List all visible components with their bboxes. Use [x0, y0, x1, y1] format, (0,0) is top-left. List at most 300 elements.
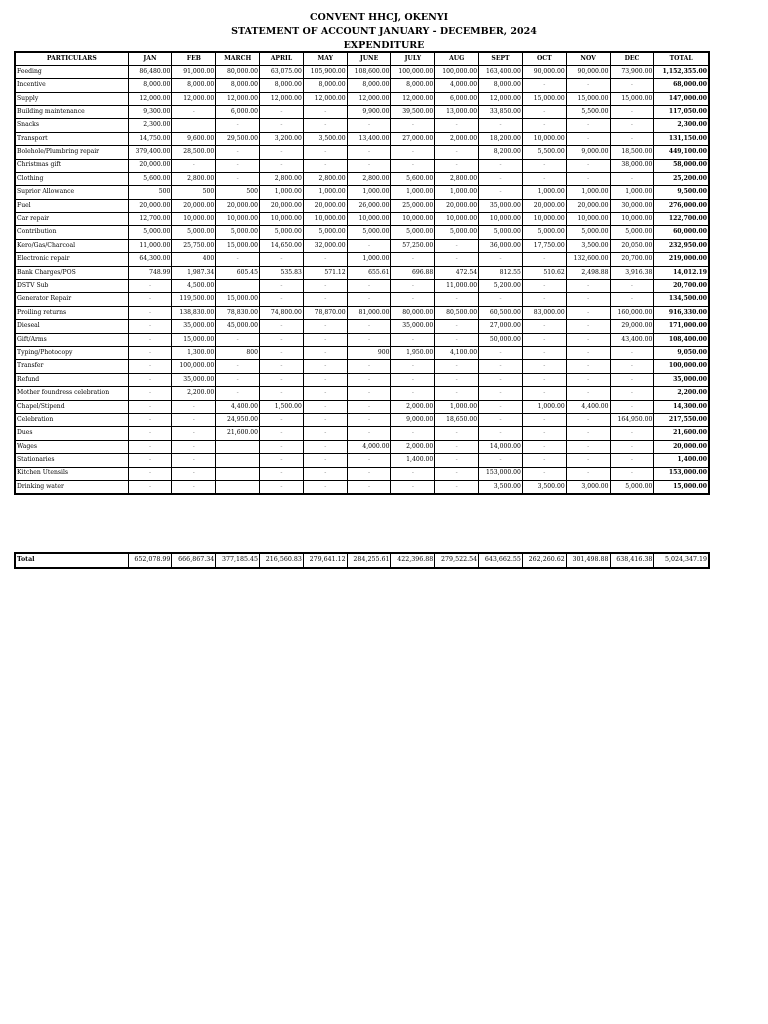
amount-cell: 6,000.00	[216, 105, 260, 118]
row-total-cell: 15,000.00	[654, 480, 709, 494]
amount-cell: -	[347, 239, 391, 252]
amount-cell: 2,800.00	[347, 172, 391, 185]
amount-cell: -	[522, 253, 566, 266]
amount-cell: -	[128, 373, 172, 386]
amount-cell: -	[610, 119, 654, 132]
amount-cell: -	[610, 373, 654, 386]
amount-cell: 2,300.00	[128, 119, 172, 132]
row-total-cell: 60,000.00	[654, 226, 709, 239]
amount-cell: -	[610, 400, 654, 413]
amount-cell: 12,000.00	[479, 92, 523, 105]
amount-cell: -	[347, 146, 391, 159]
row-total-cell: 2,200.00	[654, 387, 709, 400]
row-total-cell: 217,550.00	[654, 413, 709, 426]
row-total-cell: 122,700.00	[654, 213, 709, 226]
amount-cell: 5,000.00	[610, 480, 654, 494]
amount-cell: -	[566, 373, 610, 386]
amount-cell: -	[566, 159, 610, 172]
amount-cell: 81,000.00	[347, 306, 391, 319]
amount-cell: -	[435, 293, 479, 306]
amount-cell: -	[566, 306, 610, 319]
amount-cell: 748.99	[128, 266, 172, 279]
amount-cell: -	[435, 480, 479, 494]
table-row	[15, 360, 709, 373]
row-label: Christmas gift	[15, 159, 128, 172]
amount-cell: -	[479, 172, 523, 185]
amount-cell	[216, 454, 260, 467]
amount-cell: 20,000.00	[128, 159, 172, 172]
amount-cell: -	[260, 253, 304, 266]
amount-cell: 91,000.00	[172, 65, 216, 78]
amount-cell	[216, 280, 260, 293]
amount-cell: -	[303, 280, 347, 293]
month-total-cell: 301,498.88	[566, 553, 610, 568]
row-total-cell: 276,000.00	[654, 199, 709, 212]
amount-cell: -	[522, 320, 566, 333]
amount-cell: 9,900.00	[347, 105, 391, 118]
row-total-cell: 58,000.00	[654, 159, 709, 172]
amount-cell: 2,800.00	[172, 172, 216, 185]
amount-cell: 105,900.00	[303, 65, 347, 78]
amount-cell: -	[522, 440, 566, 453]
amount-cell: 11,000.00	[128, 239, 172, 252]
amount-cell: 9,000.00	[566, 146, 610, 159]
month-total-cell: 262,260.62	[522, 553, 566, 568]
table-row	[15, 280, 709, 293]
row-label: Building maintenance	[15, 105, 128, 118]
amount-cell: 5,000.00	[479, 226, 523, 239]
amount-cell: -	[566, 454, 610, 467]
row-label: Bank Charges/POS	[15, 266, 128, 279]
amount-cell: -	[347, 280, 391, 293]
amount-cell: 43,400.00	[610, 333, 654, 346]
row-total-cell: 449,100.00	[654, 146, 709, 159]
amount-cell: -	[347, 454, 391, 467]
amount-cell: -	[347, 387, 391, 400]
table-row	[15, 186, 709, 199]
amount-cell: -	[391, 480, 435, 494]
amount-cell: 28,500.00	[172, 146, 216, 159]
amount-cell: 10,000.00	[216, 213, 260, 226]
amount-cell: 500	[128, 186, 172, 199]
amount-cell: -	[260, 387, 304, 400]
amount-cell: -	[172, 400, 216, 413]
amount-cell: -	[172, 427, 216, 440]
amount-cell: -	[128, 454, 172, 467]
amount-cell: 20,000.00	[566, 199, 610, 212]
amount-cell: 472.54	[435, 266, 479, 279]
amount-cell: -	[216, 333, 260, 346]
table-row	[15, 226, 709, 239]
amount-cell: 5,500.00	[522, 146, 566, 159]
amount-cell: -	[128, 387, 172, 400]
amount-cell: 605.45	[216, 266, 260, 279]
month-total-cell: 279,641.12	[303, 553, 347, 568]
row-total-cell: 134,500.00	[654, 293, 709, 306]
row-label: Dieseal	[15, 320, 128, 333]
row-total-cell: 232,950.00	[654, 239, 709, 252]
amount-cell: -	[566, 360, 610, 373]
table-row	[15, 119, 709, 132]
amount-cell: 80,500.00	[435, 306, 479, 319]
amount-cell: -	[128, 413, 172, 426]
amount-cell: -	[566, 79, 610, 92]
column-header: DEC	[610, 52, 654, 65]
amount-cell: 535.83	[260, 266, 304, 279]
amount-cell: 5,600.00	[128, 172, 172, 185]
amount-cell: 8,000.00	[128, 79, 172, 92]
amount-cell: 100,000.00	[172, 360, 216, 373]
amount-cell: -	[172, 467, 216, 480]
amount-cell: -	[347, 119, 391, 132]
table-row	[15, 266, 709, 279]
amount-cell: -	[303, 480, 347, 494]
table-row	[15, 65, 709, 78]
amount-cell: -	[216, 159, 260, 172]
amount-cell: -	[303, 387, 347, 400]
amount-cell: -	[522, 373, 566, 386]
amount-cell: -	[347, 400, 391, 413]
amount-cell: 5,000.00	[435, 226, 479, 239]
amount-cell: -	[479, 454, 523, 467]
amount-cell: -	[479, 427, 523, 440]
amount-cell: 2,000.00	[391, 440, 435, 453]
organization-name: CONVENT HHCJ, OKENYI	[309, 12, 449, 23]
amount-cell: -	[479, 413, 523, 426]
amount-cell: 90,000.00	[566, 65, 610, 78]
amount-cell: -	[260, 373, 304, 386]
amount-cell: -	[303, 105, 347, 118]
amount-cell: -	[435, 360, 479, 373]
amount-cell: -	[128, 347, 172, 360]
amount-cell: -	[610, 132, 654, 145]
table-row	[15, 213, 709, 226]
amount-cell: 78,870.00	[303, 306, 347, 319]
amount-cell: 2,800.00	[435, 172, 479, 185]
amount-cell: 6,000.00	[435, 92, 479, 105]
amount-cell: 36,000.00	[479, 239, 523, 252]
amount-cell: -	[391, 427, 435, 440]
row-total-cell: 108,400.00	[654, 333, 709, 346]
amount-cell: 119,500.00	[172, 293, 216, 306]
column-header-row	[15, 52, 709, 65]
amount-cell: -	[566, 119, 610, 132]
amount-cell: 4,400.00	[566, 400, 610, 413]
row-label: Bolehole/Plumbring repair	[15, 146, 128, 159]
amount-cell: -	[347, 413, 391, 426]
row-total-cell: 153,000.00	[654, 467, 709, 480]
amount-cell: -	[260, 159, 304, 172]
amount-cell: 8,000.00	[216, 79, 260, 92]
column-header: AUG	[435, 52, 479, 65]
amount-cell: 1,000.00	[391, 186, 435, 199]
amount-cell: -	[347, 480, 391, 494]
amount-cell: 20,000.00	[435, 199, 479, 212]
amount-cell: 10,000.00	[260, 213, 304, 226]
table-row	[15, 239, 709, 252]
amount-cell: -	[522, 454, 566, 467]
amount-cell: 29,500.00	[216, 132, 260, 145]
amount-cell: 8,000.00	[479, 79, 523, 92]
row-label: Generator Repair	[15, 293, 128, 306]
amount-cell: -	[566, 132, 610, 145]
amount-cell: -	[260, 105, 304, 118]
amount-cell: -	[260, 347, 304, 360]
table-row	[15, 92, 709, 105]
amount-cell: -	[260, 333, 304, 346]
amount-cell: -	[566, 320, 610, 333]
month-total-cell: 216,560.83	[260, 553, 304, 568]
row-total-cell: 14,300.00	[654, 400, 709, 413]
amount-cell: 1,000.00	[435, 400, 479, 413]
amount-cell: -	[303, 360, 347, 373]
month-total-cell: 666,867.34	[172, 553, 216, 568]
row-total-cell: 25,200.00	[654, 172, 709, 185]
row-total-cell: 100,000.00	[654, 360, 709, 373]
amount-cell: 13,400.00	[347, 132, 391, 145]
amount-cell: -	[260, 280, 304, 293]
amount-cell: 83,000.00	[522, 306, 566, 319]
amount-cell: -	[260, 320, 304, 333]
amount-cell: 80,000.00	[216, 65, 260, 78]
amount-cell: -	[303, 440, 347, 453]
amount-cell: -	[566, 440, 610, 453]
amount-cell: 20,700.00	[610, 253, 654, 266]
amount-cell: -	[566, 467, 610, 480]
amount-cell: 25,750.00	[172, 239, 216, 252]
row-total-cell: 171,000.00	[654, 320, 709, 333]
amount-cell: -	[216, 172, 260, 185]
amount-cell: 100,000.00	[435, 65, 479, 78]
amount-cell: 10,000.00	[566, 213, 610, 226]
amount-cell: 10,000.00	[435, 213, 479, 226]
expenditure-table	[14, 51, 710, 495]
amount-cell: 12,000.00	[128, 92, 172, 105]
amount-cell: -	[303, 159, 347, 172]
amount-cell: 15,000.00	[172, 333, 216, 346]
row-label: Chapel/Stipend	[15, 400, 128, 413]
table-row	[15, 427, 709, 440]
amount-cell: 138,830.00	[172, 306, 216, 319]
row-label: Kero/Gas/Charcoal	[15, 239, 128, 252]
row-total-cell: 131,150.00	[654, 132, 709, 145]
amount-cell: -	[303, 400, 347, 413]
amount-cell: 32,000.00	[303, 239, 347, 252]
amount-cell: -	[435, 467, 479, 480]
amount-cell: -	[303, 333, 347, 346]
row-label: Electronic repair	[15, 253, 128, 266]
amount-cell: -	[566, 427, 610, 440]
month-total-cell: 652,078.99	[128, 553, 172, 568]
table-row	[15, 387, 709, 400]
row-total-cell: 68,000.00	[654, 79, 709, 92]
amount-cell: -	[128, 280, 172, 293]
amount-cell: 1,000.00	[610, 186, 654, 199]
amount-cell: -	[566, 333, 610, 346]
amount-cell: -	[303, 427, 347, 440]
amount-cell: -	[172, 454, 216, 467]
amount-cell: 1,950.00	[391, 347, 435, 360]
row-label: Gift/Arms	[15, 333, 128, 346]
amount-cell: -	[391, 387, 435, 400]
row-label: Mother foundress celebration	[15, 387, 128, 400]
amount-cell: 35,000.00	[479, 199, 523, 212]
amount-cell: 12,000.00	[260, 92, 304, 105]
amount-cell: 12,000.00	[303, 92, 347, 105]
amount-cell: 90,000.00	[522, 65, 566, 78]
amount-cell: 10,000.00	[303, 213, 347, 226]
amount-cell: 35,000.00	[172, 320, 216, 333]
amount-cell: 108,600.00	[347, 65, 391, 78]
amount-cell: -	[391, 119, 435, 132]
amount-cell: -	[260, 454, 304, 467]
amount-cell: -	[260, 146, 304, 159]
table-row	[15, 347, 709, 360]
amount-cell: 379,400.00	[128, 146, 172, 159]
row-total-cell: 9,500.00	[654, 186, 709, 199]
amount-cell: 5,500.00	[566, 105, 610, 118]
amount-cell: -	[347, 373, 391, 386]
amount-cell: -	[522, 293, 566, 306]
amount-cell: -	[347, 320, 391, 333]
amount-cell: 3,500.00	[566, 239, 610, 252]
column-header: TOTAL	[654, 52, 709, 65]
amount-cell: 64,300.00	[128, 253, 172, 266]
amount-cell: -	[435, 159, 479, 172]
amount-cell: -	[347, 427, 391, 440]
table-row	[15, 253, 709, 266]
table-row	[15, 373, 709, 386]
row-total-cell: 2,300.00	[654, 119, 709, 132]
column-header: JAN	[128, 52, 172, 65]
amount-cell: -	[391, 280, 435, 293]
row-label: Dues	[15, 427, 128, 440]
amount-cell: -	[479, 387, 523, 400]
amount-cell: -	[435, 333, 479, 346]
row-label: DSTV Sub	[15, 280, 128, 293]
column-header: FEB	[172, 52, 216, 65]
amount-cell: 35,000.00	[391, 320, 435, 333]
amount-cell: -	[610, 360, 654, 373]
amount-cell: -	[522, 347, 566, 360]
amount-cell: 4,000.00	[435, 79, 479, 92]
amount-cell: 132,600.00	[566, 253, 610, 266]
row-label: Car repair	[15, 213, 128, 226]
amount-cell: 1,000.00	[522, 400, 566, 413]
column-header: OCT	[522, 52, 566, 65]
amount-cell: -	[522, 79, 566, 92]
amount-cell: 4,100.00	[435, 347, 479, 360]
row-total-cell: 20,700.00	[654, 280, 709, 293]
amount-cell: -	[172, 480, 216, 494]
amount-cell: -	[610, 79, 654, 92]
amount-cell: -	[391, 467, 435, 480]
totals-label: Total	[15, 553, 128, 568]
amount-cell: 60,500.00	[479, 306, 523, 319]
amount-cell: -	[610, 172, 654, 185]
row-total-cell: 219,000.00	[654, 253, 709, 266]
amount-cell: 10,000.00	[347, 213, 391, 226]
row-label: Contribution	[15, 226, 128, 239]
amount-cell: -	[128, 480, 172, 494]
table-row	[15, 132, 709, 145]
amount-cell: -	[303, 119, 347, 132]
amount-cell: 74,800.00	[260, 306, 304, 319]
amount-cell: 27,000.00	[391, 132, 435, 145]
amount-cell: -	[522, 159, 566, 172]
amount-cell: -	[216, 146, 260, 159]
amount-cell: -	[260, 440, 304, 453]
amount-cell: 5,000.00	[260, 226, 304, 239]
amount-cell: 2,498.88	[566, 266, 610, 279]
amount-cell: 2,000.00	[391, 400, 435, 413]
amount-cell: -	[128, 360, 172, 373]
amount-cell: -	[610, 427, 654, 440]
amount-cell: 63,075.00	[260, 65, 304, 78]
amount-cell: -	[172, 105, 216, 118]
amount-cell: -	[522, 105, 566, 118]
amount-cell: 2,000.00	[435, 132, 479, 145]
amount-cell: 20,000.00	[260, 199, 304, 212]
amount-cell: 25,000.00	[391, 199, 435, 212]
amount-cell: -	[216, 373, 260, 386]
statement-subtitle: EXPENDITURE	[343, 40, 425, 51]
row-label: Typing/Photocopy	[15, 347, 128, 360]
amount-cell: 10,000.00	[522, 213, 566, 226]
amount-cell: -	[128, 306, 172, 319]
amount-cell: 163,400.00	[479, 65, 523, 78]
amount-cell: 3,500.00	[479, 480, 523, 494]
row-label: Wages	[15, 440, 128, 453]
amount-cell: -	[522, 467, 566, 480]
amount-cell: 29,000.00	[610, 320, 654, 333]
row-total-cell: 14,012.19	[654, 266, 709, 279]
row-total-cell: 1,400.00	[654, 454, 709, 467]
row-label: Transport	[15, 132, 128, 145]
amount-cell: 10,000.00	[479, 213, 523, 226]
row-total-cell: 117,050.00	[654, 105, 709, 118]
amount-cell: 655.61	[347, 266, 391, 279]
row-label: Kitchen Utensils	[15, 467, 128, 480]
amount-cell: 4,500.00	[172, 280, 216, 293]
amount-cell: 14,000.00	[479, 440, 523, 453]
row-label: Incentive	[15, 79, 128, 92]
amount-cell: 38,000.00	[610, 159, 654, 172]
amount-cell: 4,400.00	[216, 400, 260, 413]
amount-cell: -	[610, 280, 654, 293]
amount-cell: -	[128, 440, 172, 453]
amount-cell: 1,000.00	[347, 186, 391, 199]
amount-cell: 10,000.00	[391, 213, 435, 226]
amount-cell: 14,750.00	[128, 132, 172, 145]
amount-cell: -	[216, 119, 260, 132]
amount-cell: 20,000.00	[128, 199, 172, 212]
amount-cell: 9,600.00	[172, 132, 216, 145]
amount-cell: 39,500.00	[391, 105, 435, 118]
amount-cell: 10,000.00	[172, 213, 216, 226]
table-row	[15, 199, 709, 212]
amount-cell: 5,000.00	[391, 226, 435, 239]
amount-cell: 24,950.00	[216, 413, 260, 426]
amount-cell: -	[522, 333, 566, 346]
amount-cell: -	[435, 320, 479, 333]
amount-cell: -	[479, 373, 523, 386]
amount-cell: 18,500.00	[610, 146, 654, 159]
column-header: NOV	[566, 52, 610, 65]
amount-cell: 500	[172, 186, 216, 199]
row-label: Suprior Allowance	[15, 186, 128, 199]
amount-cell: -	[479, 253, 523, 266]
